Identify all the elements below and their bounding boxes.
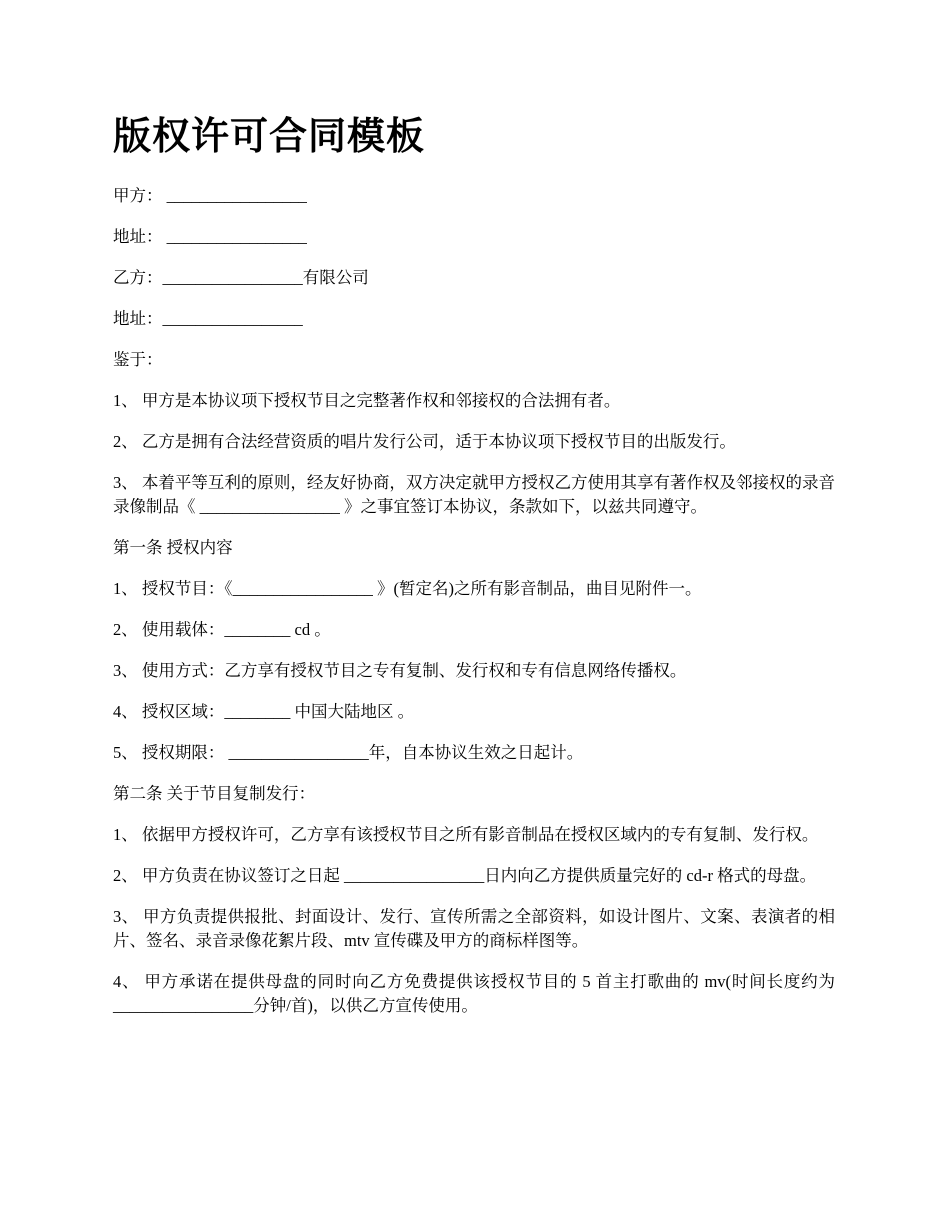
whereas-item-2: 2、 乙方是拥有合法经营资质的唱片发行公司，适于本协议项下授权节目的出版发行。 [113,432,736,451]
article-1-item-5: 5、 授权期限： _________________年，自本协议生效之日起计。 [113,743,584,762]
document-title: 版权许可合同模板 [113,114,426,158]
document-page [113,110,835,1035]
article-1-item-2: 2、 使用载体：________ cd 。 [113,620,331,639]
article-2-item-1: 1、 依据甲方授权许可，乙方享有该授权节目之所有影音制品在授权区域内的专有复制、发行权。 [113,825,819,844]
article-2-item-4: 4、 甲方承诺在提供母盘的同时向乙方免费提供该授权节目的 5 首主打歌曲的 mv(时间长度约为_________________分钟/首)，以供乙方宣传使用。 [113,972,835,1015]
party-b-line: 乙方：_________________有限公司 [113,268,369,287]
article-1-item-3: 3、 使用方式：乙方享有授权节目之专有复制、发行权和专有信息网络传播权。 [113,661,687,680]
article-2-heading: 第二条 关于节目复制发行： [113,784,316,803]
party-a-address-line: 地址： _________________ [113,227,307,246]
article-1-item-1: 1、 授权节目：《_________________ 》(暂定名)之所有影音制品，曲目见附件一。 [113,579,702,598]
party-b-address-line: 地址：_________________ [113,309,303,328]
whereas-item-1: 1、 甲方是本协议项下授权节目之完整著作权和邻接权的合法拥有者。 [113,391,621,410]
party-a-line: 甲方： _________________ [113,186,307,205]
article-2-item-2: 2、 甲方负责在协议签订之日起 _________________日内向乙方提供质量完好的 cd-r 格式的母盘。 [113,866,817,885]
article-1-heading: 第一条 授权内容 [113,538,233,557]
article-1-item-4: 4、 授权区域：________ 中国大陆地区 。 [113,702,415,721]
whereas-item-3: 3、 本着平等互利的原则，经友好协商，双方决定就甲方授权乙方使用其享有著作权及邻接权的录音录像制品《 _________________ 》之事宜签订本协议，条款如下，以兹共同遵守。 [113,473,835,516]
whereas-heading: 鉴于： [113,350,163,369]
article-2-item-3: 3、 甲方负责提供报批、封面设计、发行、宣传所需之全部资料，如设计图片、文案、表演者的相片、签名、录音录像花絮片段、mtv 宣传碟及甲方的商标样图等。 [113,907,835,950]
